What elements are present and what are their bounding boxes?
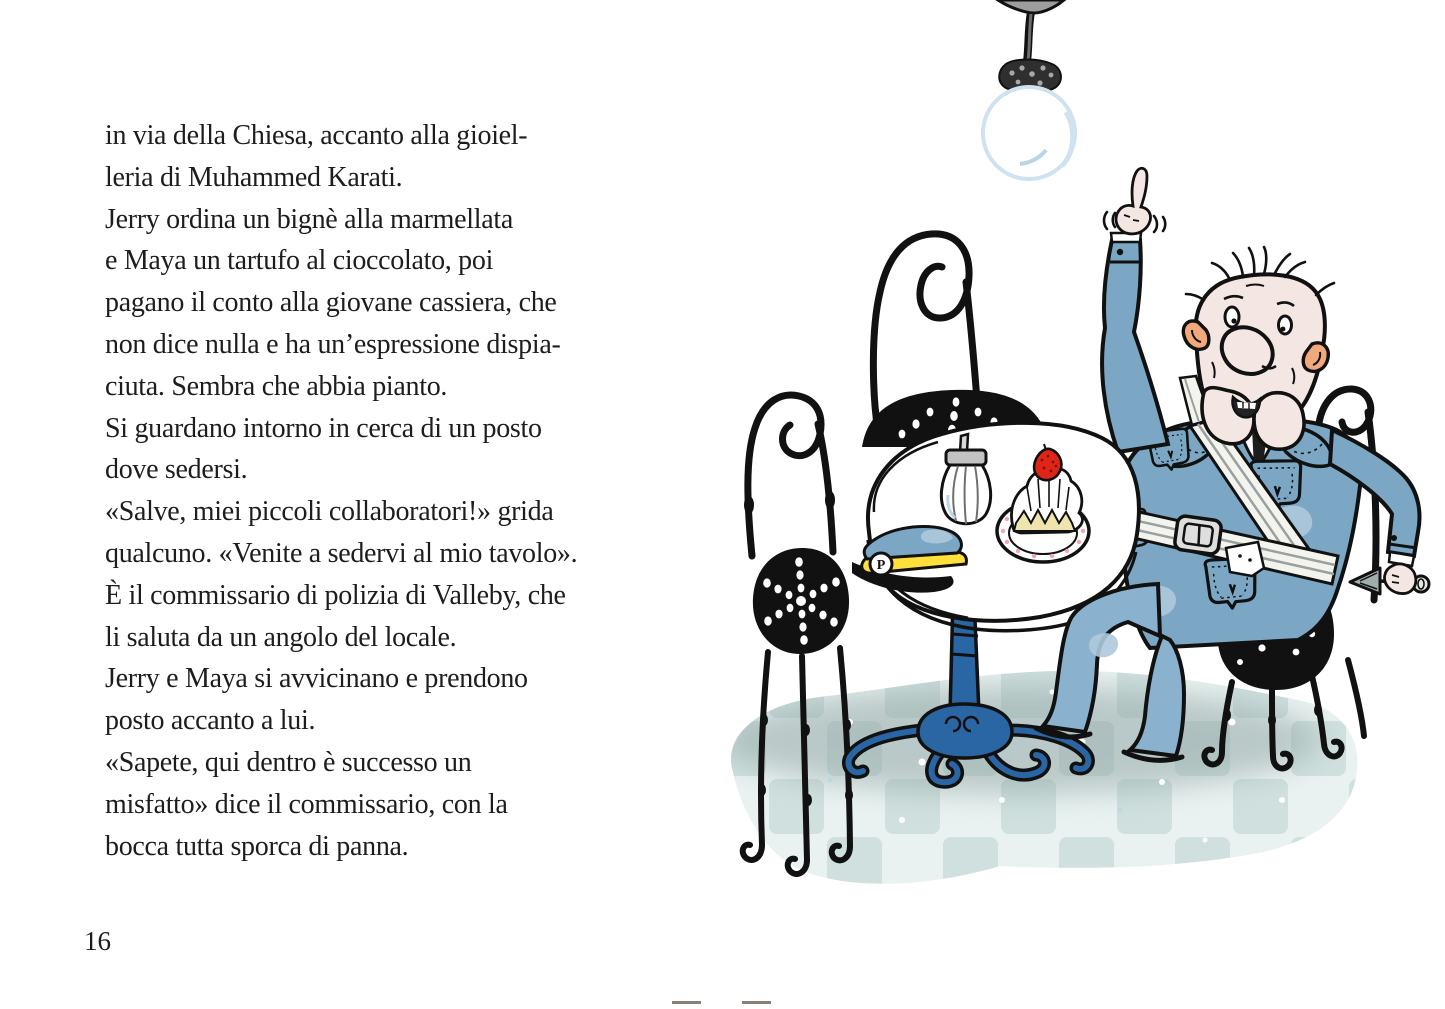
story-line: in via della Chiesa, accanto alla gioiel- (105, 120, 528, 151)
story-line: misfatto» dice il commissario, con la (105, 788, 508, 820)
story-line: dove sedersi. (105, 454, 248, 486)
belt-buckle (1174, 515, 1222, 555)
story-line: e Maya un tartufo al cioccolato, poi (105, 245, 494, 277)
fold-mark (742, 1001, 771, 1004)
story-line: non dice nulla e ha un’espressione dispia- (105, 328, 561, 360)
police-commissioner (1102, 168, 1429, 648)
story-line: ciuta. Sembra che abbia pianto. (105, 370, 448, 402)
story-line: leria di Muhammed Karati. (105, 161, 403, 193)
ceiling-lamp (983, 0, 1075, 179)
story-line: Jerry e Maya si avvicinano e prendono (105, 663, 528, 695)
strawberry (1034, 449, 1061, 480)
story-line: «Sapete, qui dentro è successo un (105, 746, 472, 778)
story-line: «Salve, miei piccoli collaboratori!» grida (105, 496, 554, 528)
story-line: Jerry ordina un bignè alla marmellata (105, 203, 513, 235)
story-line: bocca tutta sporca di panna. (105, 830, 409, 862)
page-number: 16 (84, 926, 111, 956)
cap-badge-letter: P (876, 558, 886, 573)
story-line: È il commissario di polizia di Valleby, che (105, 579, 566, 611)
pointing-hand (1116, 168, 1151, 234)
lamp-shade (998, 0, 1064, 13)
story-line: posto accanto a lui. (105, 705, 316, 737)
story-line: qualcuno. «Venite a sedervi al mio tavolo». (105, 537, 578, 569)
cafe-chair-back (862, 234, 1050, 447)
story-line: Si guardano intorno in cerca di un posto (105, 412, 542, 444)
fold-mark (672, 1001, 701, 1004)
story-line: li saluta da un angolo del locale. (105, 621, 457, 653)
fork-hand (1385, 564, 1416, 594)
raised-arm (1102, 168, 1168, 452)
commissioner-head (1183, 247, 1334, 449)
story-line: pagano il conto alla giovane cassiera, che (105, 287, 557, 319)
right-jowl (1254, 393, 1304, 450)
